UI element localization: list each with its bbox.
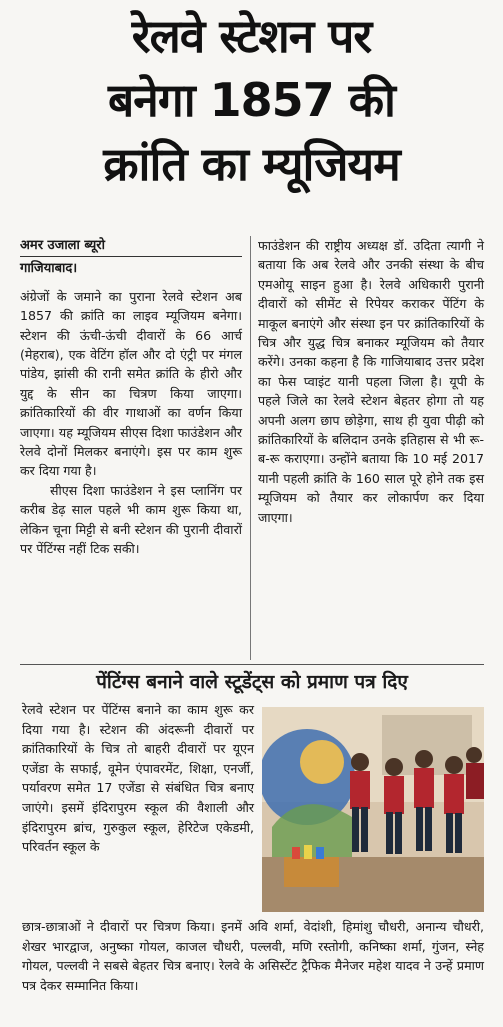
- sidebar-paragraph-bottom: छात्र-छात्राओं ने दीवारों पर चित्रण किया। इनमें अवि शर्मा, वेदांशी, हिमांशु चौधरी, अनान्य चौधरी, शेखर भारद्वाज, अनुष्का गोयल, काजल चौधरी, पल्लवी, मणि रस्तोगी, कनिष्का शर्मा, गुंजन, स्नेह गोयल, पल्लवी ने सबसे बेहतर चित्र बनाए। रेलवे के असिस्टेंट ट्रैफिक मैनेजर महेश यादव ने उन्हें प्रमाण पत्र देकर सम्मानित किया।: [22, 919, 484, 993]
- headline-line-3: क्रांति का म्यूजियम: [103, 137, 400, 191]
- headline-line-2: बनेगा 1857 की: [108, 73, 395, 127]
- sidebar-heading: पेंटिंग्स बनाने वाले स्टूडेंट्स को प्रमाण पत्र दिए: [96, 671, 408, 693]
- byline-divider: [20, 256, 242, 257]
- article-left-column: [20, 236, 242, 559]
- headline: [0, 4, 503, 196]
- article-right-column: [258, 236, 484, 527]
- column-divider: [250, 236, 251, 660]
- students-photo: [262, 707, 484, 912]
- article-paragraph-3: फाउंडेशन की राष्ट्रीय अध्यक्ष डॉ. उदिता त्यागी ने बताया कि अब रेलवे और उनकी संस्था के बीच एमओयू साइन हुआ है। रेलवे अधिकारी पुरानी दीवारों को सीमेंट से रिपेयर कराकर पेंटिंग के माकूल बनाएंगे और संस्था इन पर क्रांतिकारियों के चित्र और युद्ध चित्र बनाकर म्यूजियम को तैयार करेंगे। उनका कहना है कि गाजियाबाद उत्तर प्रदेश का फेस प्वाइंट यानी पहला जिला है। यूपी के पहले जिले का रेलवे स्टेशन बेहतर होगा तो यह अपनी अलग छाप छोड़ेगा, साथ ही युवा पीढ़ी को क्रांतिकारियों के बलिदान उनके इतिहास से भी रू-ब-रू कराएगा। उन्होंने बताया कि 10 मई 2017 यानी पहली क्रांति के 160 साल पूरे होने तक इस म्यूजियम को तैयार कर लोकार्पण कर दिया जाएगा।: [258, 238, 484, 525]
- article-paragraph-2: सीएस दिशा फाउंडेशन ने इस प्लानिंग पर करीब डेढ़ साल पहले भी काम शुरू किया था, लेकिन चूना मिट्टी से बनी स्टेशन की पुरानी दीवारों पर पेंटिंग्स नहीं टिक सकी।: [20, 482, 242, 557]
- section-divider: [20, 664, 484, 665]
- dateline: गाजियाबाद।: [20, 261, 78, 277]
- headline-line-1: रेलवे स्टेशन पर: [131, 9, 372, 63]
- article-paragraph-1: अंग्रेजों के जमाने का पुराना रेलवे स्टेशन अब 1857 की क्रांति का लाइव म्यूजियम बनेगा। स्टेशन की ऊंची-ऊंची दीवारों के 66 आर्च (मेहराब), एक वेटिंग हॉल और दो एंट्री पर मंगल पांडेय, झांसी की रानी समेत क्रांति के हीरो और युद्द के सीन का चित्रण किया जाएगा। क्रांतिकारियों की वीर गाथाओं का वर्णन किया जाएगा। यह म्यूजियम सीएस दिशा फाउंडेशन और रेलवे दोनों मिलकर बनाएंगे। इस पर काम शुरू कर दिया गया है।: [20, 288, 242, 479]
- sidebar-paragraph-top: रेलवे स्टेशन पर पेंटिंग्स बनाने का काम शुरू कर दिया गया है। स्टेशन की अंदरूनी दीवारों पर क्रांतिकारियों के चित्र तो बाहरी दीवारों पर यूएन एजेंडा के सफाई, वूमेन एंपावरमेंट, शिक्षा, एनर्जी, पर्यावरण समेत 17 एजेंडा से संबंधित चित्र बनाए जाएंगे। इसमें इंदिरापुरम स्कूल की वैशाली और इंदिरापुरम ब्रांच, गुरुकुल स्कूल, हेरिटेज एकेडमी, परिवर्तन स्कूल के: [22, 702, 254, 855]
- byline: अमर उजाला ब्यूरो: [20, 238, 105, 253]
